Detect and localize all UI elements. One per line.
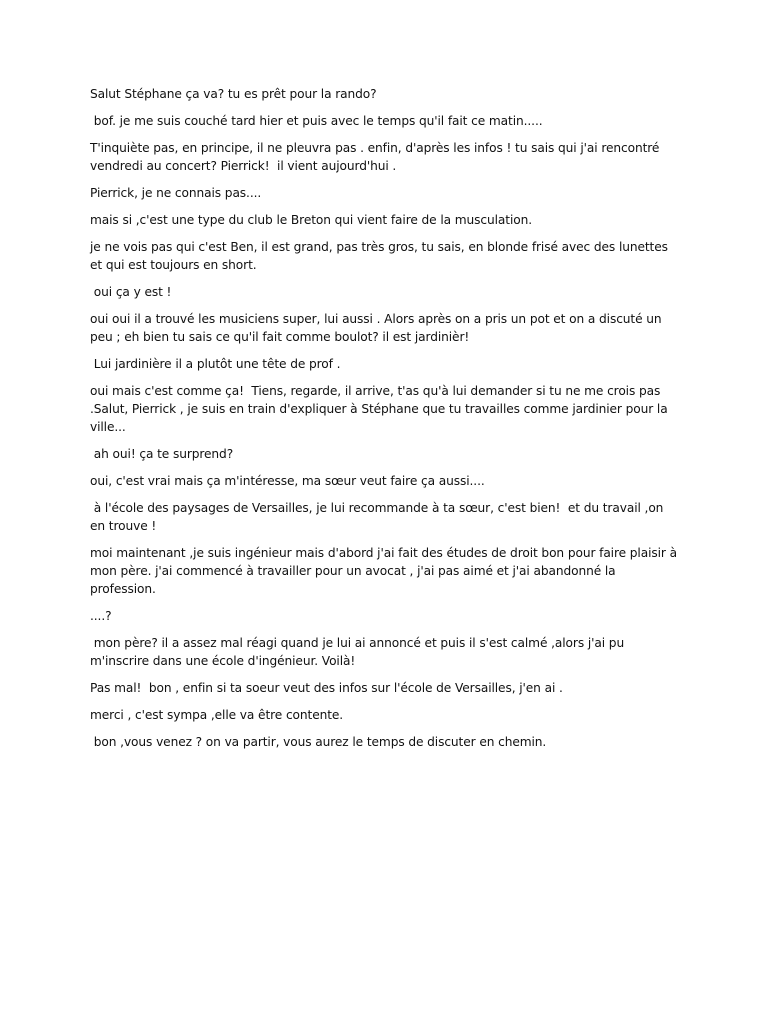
- paragraph: T'inquiète pas, en principe, il ne pleuvra pas . enfin, d'après les infos ! tu sais qui j'ai rencontré vendredi au concert? Pierrick! il vient aujourd'hui .: [90, 141, 664, 173]
- paragraph: mon père? il a assez mal réagi quand je lui ai annoncé et puis il s'est calmé ,alors j'ai pu m'inscrire dans une école d'ingénieur. Voilà!: [90, 636, 628, 668]
- paragraph: oui ça y est !: [90, 285, 172, 299]
- paragraph: ah oui! ça te surprend?: [90, 447, 234, 461]
- paragraph: bon ,vous venez ? on va partir, vous aurez le temps de discuter en chemin.: [90, 735, 547, 749]
- paragraph: merci , c'est sympa ,elle va être contente.: [90, 708, 344, 722]
- paragraph: ....?: [90, 609, 112, 623]
- paragraph: Salut Stéphane ça va? tu es prêt pour la rando?: [90, 87, 377, 101]
- paragraph: oui mais c'est comme ça! Tiens, regarde, il arrive, t'as qu'à lui demander si tu ne me crois pas .Salut, Pierrick , je suis en train d'expliquer à Stéphane que tu travailles comme jardinier pour la ville...: [90, 384, 672, 434]
- paragraph: moi maintenant ,je suis ingénieur mais d'abord j'ai fait des études de droit bon pour faire plaisir à mon père. j'ai commencé à travailler pour un avocat , j'ai pas aimé et j'ai abandonné la profession.: [90, 546, 681, 596]
- paragraph: Pierrick, je ne connais pas....: [90, 186, 262, 200]
- paragraph: oui oui il a trouvé les musiciens super, lui aussi . Alors après on a pris un pot et on a discuté un peu ; eh bien tu sais ce qu'il fait comme boulot? il est jardinièr!: [90, 312, 666, 344]
- paragraph: Pas mal! bon , enfin si ta soeur veut des infos sur l'école de Versailles, j'en ai .: [90, 681, 563, 695]
- paragraph: oui, c'est vrai mais ça m'intéresse, ma sœur veut faire ça aussi....: [90, 474, 485, 488]
- paragraph: mais si ,c'est une type du club le Breton qui vient faire de la musculation.: [90, 213, 532, 227]
- paragraph: je ne vois pas qui c'est Ben, il est grand, pas très gros, tu sais, en blonde frisé avec des lunettes et qui est toujours en short.: [90, 240, 672, 272]
- dialogue-text: [90, 85, 680, 760]
- paragraph: Lui jardinière il a plutôt une tête de prof .: [90, 357, 341, 371]
- paragraph: à l'école des paysages de Versailles, je lui recommande à ta sœur, c'est bien! et du travail ,on en trouve !: [90, 501, 668, 533]
- paragraph: bof. je me suis couché tard hier et puis avec le temps qu'il fait ce matin.....: [90, 114, 543, 128]
